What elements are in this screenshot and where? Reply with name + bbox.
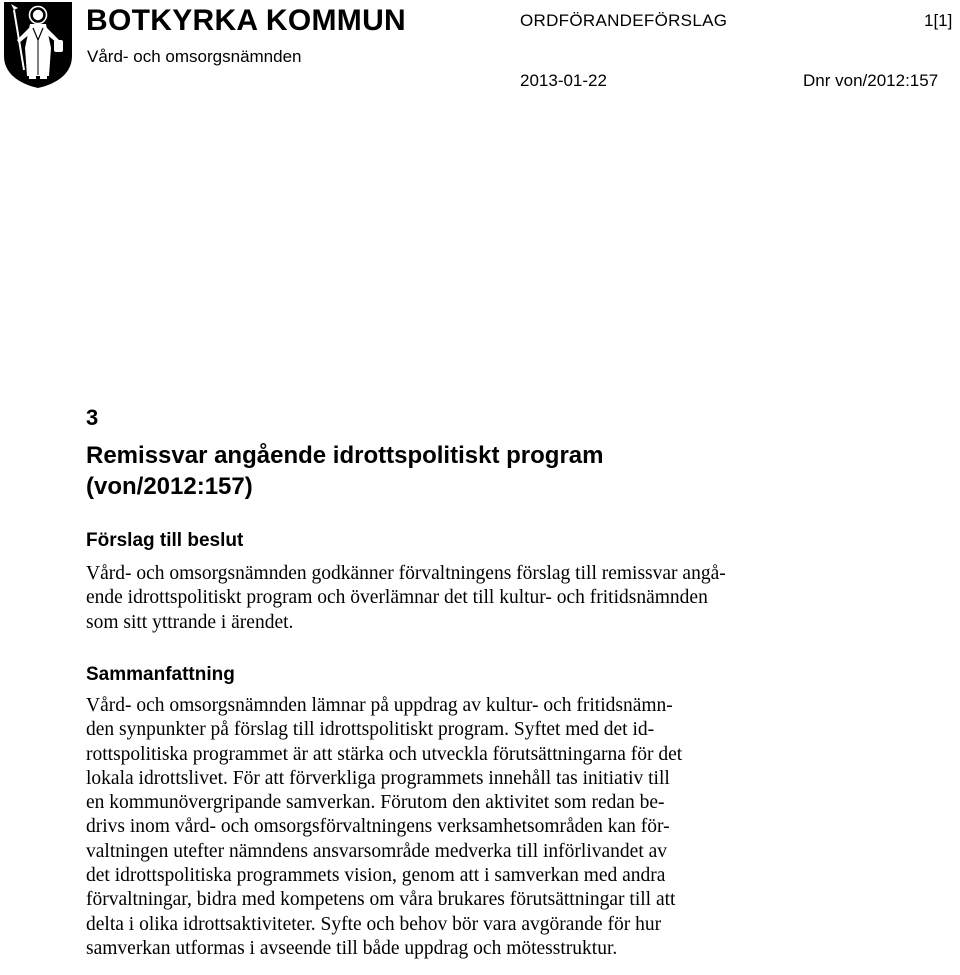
proposal-heading: Förslag till beslut (86, 530, 244, 551)
paragraph-line: valtningen utefter nämndens ansvarsområde medverka till införlivandet av (86, 840, 668, 862)
paragraph-line: den synpunkter på förslag till idrottspolitiskt program. Syftet med det id- (86, 719, 655, 741)
paragraph-line: som sitt yttrande i ärendet. (86, 611, 294, 633)
organization-name: BOTKYRKA KOMMUN (86, 4, 407, 37)
document-date: 2013-01-22 (520, 71, 607, 90)
department-name: Vård- och omsorgsnämnden (87, 47, 302, 66)
item-title-line: Remissvar angående idrottspolitiskt program (86, 442, 604, 469)
paragraph-line: Vård- och omsorgsnämnden godkänner förvaltningens förslag till remissvar angå- (86, 563, 726, 584)
item-number: 3 (86, 405, 99, 430)
paragraph-line: Vård- och omsorgsnämnden lämnar på uppdrag av kultur- och fritidsnämn- (86, 695, 673, 716)
paragraph-line: drivs inom vård- och omsorgsförvaltningens verksamhetsområden kan för- (86, 816, 670, 838)
page-number: 1[1] (924, 11, 953, 30)
coat-of-arms-icon (2, 0, 74, 88)
paragraph-line: rottspolitiska programmet är att stärka och utveckla förutsättningarna för det (86, 743, 683, 765)
paragraph-line: delta i olika idrottsaktiviteter. Syfte och behov bör vara avgörande för hur (86, 913, 662, 935)
summary-paragraph (86, 694, 946, 961)
item-title (86, 440, 906, 502)
item-title-line: (von/2012:157) (86, 473, 253, 500)
paragraph-line: ende idrottspolitiskt program och överlämnar det till kultur- och fritidsnämnden (86, 587, 708, 609)
paragraph-line: samverkan utformas i avseende till både uppdrag och mötesstruktur. (86, 937, 618, 959)
paragraph-line: förvaltningar, bidra med kompetens om våra brukares förutsättningar till att (86, 889, 676, 911)
paragraph-line: lokala idrottslivet. För att förverkliga programmets innehåll tas initiativ till (86, 767, 670, 789)
paragraph-line: det idrottspolitiska programmets vision, genom att i samverkan med andra (86, 865, 666, 887)
proposal-paragraph (86, 562, 946, 635)
document-reference-number: Dnr von/2012:157 (803, 71, 939, 90)
paragraph-line: en kommunövergripande samverkan. Förutom den aktivitet som redan be- (86, 792, 665, 814)
document-type: ORDFÖRANDEFÖRSLAG (520, 11, 728, 30)
summary-heading: Sammanfattning (86, 664, 235, 685)
